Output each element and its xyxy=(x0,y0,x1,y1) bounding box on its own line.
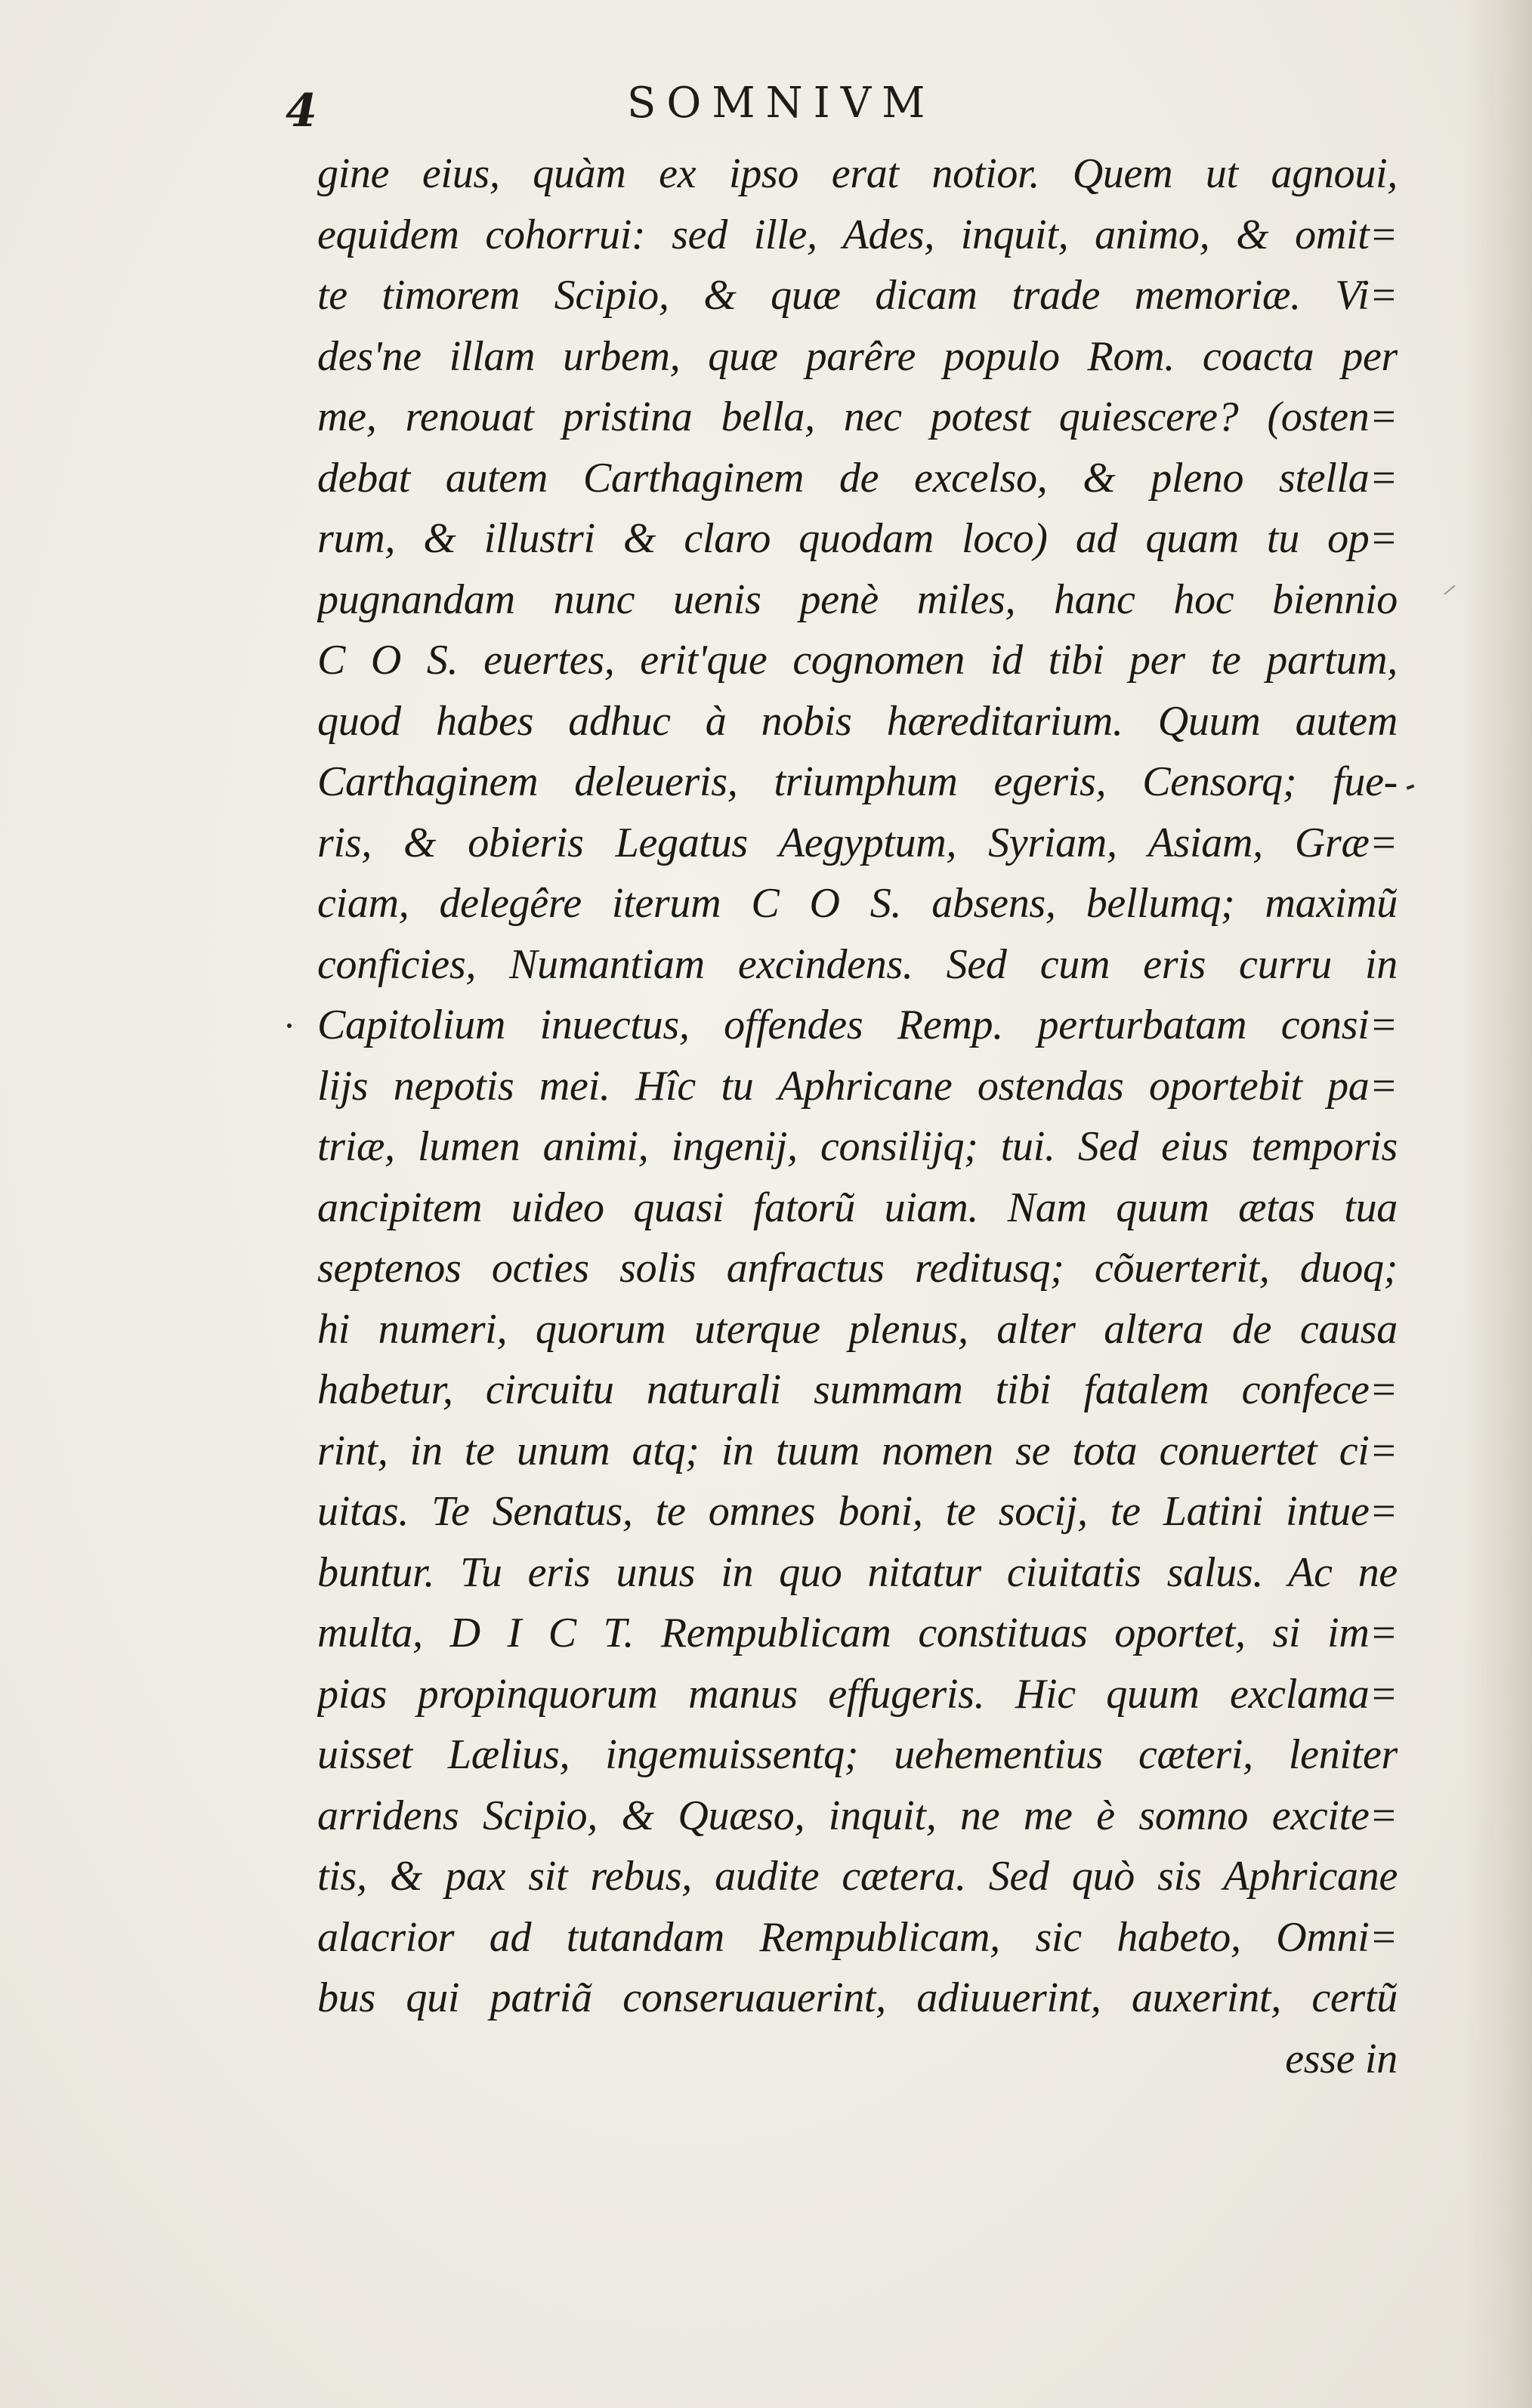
text-line: triæ, lumen animi, ingenij, consilijq; tui. Sed eius temporis xyxy=(317,1123,1398,1170)
text-line: septenos octies solis anfractus reditusq; cõuerterit, duoq; xyxy=(317,1245,1398,1292)
text-line: conficies, Numantiam excindens. Sed cum eris curru in xyxy=(317,940,1398,988)
text-line: uitas. Te Senatus, te omnes boni, te socij, te Latini intue= xyxy=(317,1488,1398,1535)
page-gutter-shadow xyxy=(1464,0,1532,2408)
text-line: rum, & illustri & claro quodam loco) ad quam tu op= xyxy=(317,515,1398,562)
text-line: habetur, circuitu naturali summam tibi fatalem confece= xyxy=(317,1366,1398,1413)
text-line: quod habes adhuc à nobis hæreditarium. Quum autem xyxy=(317,697,1398,745)
text-line: tis, & pax sit rebus, audite cætera. Sed quò sis Aphricane xyxy=(317,1853,1398,1900)
text-line: ris, & obieris Legatus Aegyptum, Syriam, Asiam, Græ= xyxy=(317,819,1398,866)
text-line: buntur. Tu eris unus in quo nitatur ciuitatis salus. Ac ne xyxy=(317,1548,1398,1596)
text-line: ancipitem uideo quasi fatorũ uiam. Nam quum ætas tua xyxy=(317,1184,1398,1231)
text-line: arridens Scipio, & Quæso, inquit, ne me è somno excite= xyxy=(317,1792,1398,1839)
text-line: uisset Lælius, ingemuissentq; uehementius cæteri, leniter xyxy=(317,1731,1398,1778)
catchword: esse in xyxy=(1285,2035,1398,2082)
text-line: me, renouat pristina bella, nec potest quiescere? (osten= xyxy=(317,394,1398,440)
text-line: Capitolium inuectus, offendes Remp. perturbatam consi= xyxy=(317,1002,1398,1048)
text-line: des'ne illam urbem, quæ parêre populo Rom. coacta per xyxy=(317,332,1398,380)
text-line: debat autem Carthaginem de excelso, & pleno stella= xyxy=(317,454,1398,502)
text-line: bus qui patriã conseruauerint, adiuuerint, auxerint, certũ xyxy=(317,1974,1398,2021)
body-text xyxy=(317,144,1398,2089)
text-line: equidem cohorrui: sed ille, Ades, inquit, animo, & omit= xyxy=(317,211,1398,258)
ink-speck xyxy=(287,1023,292,1028)
text-line: rint, in te unum atq; in tuum nomen se tota conuertet ci= xyxy=(317,1427,1398,1474)
text-line: pugnandam nunc uenis penè miles, hanc hoc biennio xyxy=(317,576,1398,623)
page-number: 4 xyxy=(286,85,317,137)
text-line: alacrior ad tutandam Rempublicam, sic habeto, Omni= xyxy=(317,1913,1398,1961)
text-line: pias propinquorum manus effugeris. Hic quum exclama= xyxy=(317,1670,1398,1718)
text-line: multa, D I C T. Rempublicam constituas oportet, si im= xyxy=(317,1610,1398,1656)
text-line: te timorem Scipio, & quæ dicam trade memoriæ. Vi= xyxy=(317,272,1398,319)
running-head: SOMNIVM xyxy=(627,79,936,128)
text-line: lijs nepotis mei. Hîc tu Aphricane ostendas oportebit pa= xyxy=(317,1062,1398,1110)
text-line: gine eius, quàm ex ipso erat notior. Quem ut agnoui, xyxy=(317,150,1398,197)
text-line: C O S. euertes, erit'que cognomen id tibi per te partum, xyxy=(317,637,1398,684)
text-line: Carthaginem deleueris, triumphum egeris, Censorq; fue- xyxy=(317,758,1398,805)
text-line: hi numeri, quorum uterque plenus, alter altera de causa xyxy=(317,1305,1398,1353)
text-line: ciam, delegêre iterum C O S. absens, bellumq; maximũ xyxy=(317,880,1398,927)
